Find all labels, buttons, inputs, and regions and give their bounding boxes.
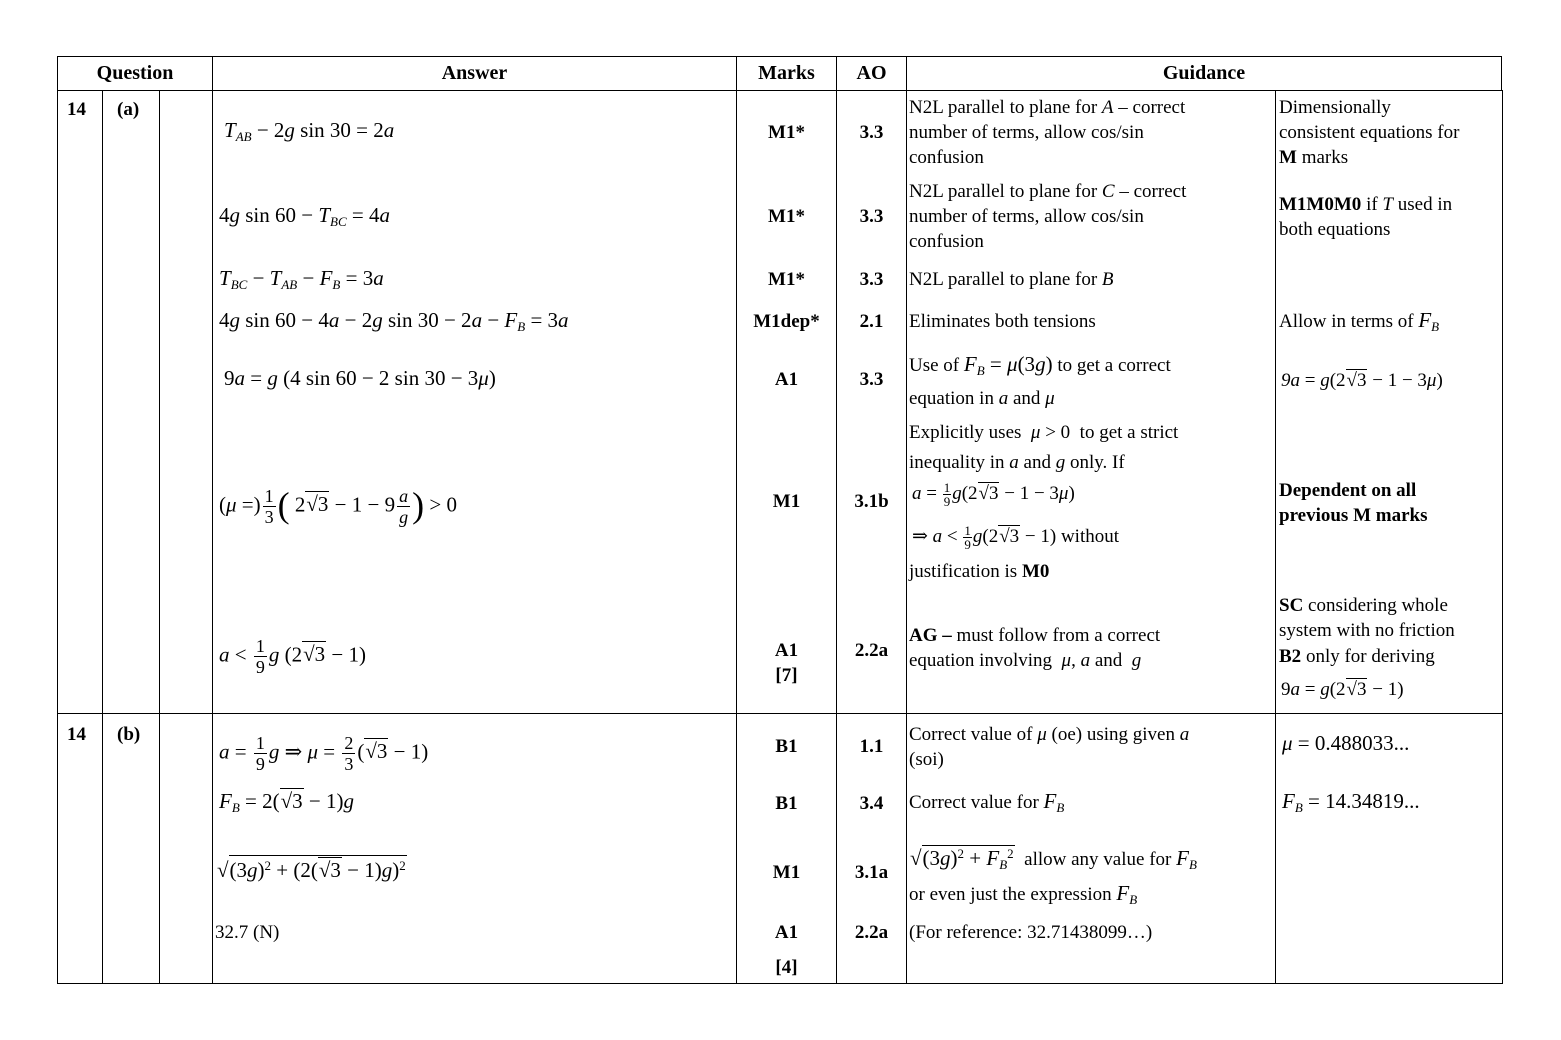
question-number-b: 14: [67, 724, 86, 745]
guidance-b1-line2: (soi): [909, 749, 944, 770]
answer-a6: (μ =) $\frac{1}{3}$ ( 2√3 − 1 − 9 $\frac{a}{g}$ ) > 0: [219, 484, 457, 527]
side-a2-line2: both equations: [1279, 219, 1391, 240]
guidance-a2-line1: N2L parallel to plane for C – correct: [909, 181, 1187, 202]
total-a: [7]: [775, 665, 798, 686]
guidance-a1-line2: number of terms, allow cos/sin: [909, 122, 1144, 143]
guidance-a6-line1: Explicitly uses μ > 0 to get a strict: [909, 422, 1179, 443]
question-part-b: (b): [117, 724, 141, 745]
ao-a2: 3.3: [859, 206, 884, 227]
guidance-a5-line2: equation in a and μ: [909, 388, 1055, 409]
mark-a3: M1*: [768, 269, 805, 290]
mark-a1: M1*: [768, 122, 805, 143]
answer-b4: 32.7 (N): [215, 922, 280, 943]
side-a7-line3: B2 only for deriving: [1279, 646, 1435, 667]
mark-a6: M1: [772, 491, 801, 512]
guidance-a6-line3: a = $\frac{1}{9}$ g(2√3 − 1 − 3μ): [912, 480, 1075, 510]
guidance-a6-line4: ⇒ a < $\frac{1}{9}$ g(2√3 − 1) without: [912, 523, 1120, 553]
ao-a5: 3.3: [859, 369, 884, 390]
guidance-a6-line5: justification is M0: [909, 561, 1050, 582]
guidance-a7-line1: AG – must follow from a correct: [909, 625, 1161, 646]
side-a1-line2: consistent equations for: [1279, 122, 1460, 143]
guidance-a3: N2L parallel to plane for B: [909, 269, 1114, 290]
mark-b4: A1: [774, 922, 799, 943]
side-b1: μ = 0.488033...: [1282, 731, 1410, 755]
header-guidance: Guidance: [1162, 62, 1246, 84]
ao-a4: 2.1: [859, 311, 884, 332]
answer-b1: a = $\frac{1}{9}$ g ⇒ μ = $\frac{2}{3}$ (√3 − 1): [219, 733, 429, 774]
side-a4: Allow in terms of $F_B$: [1279, 308, 1440, 334]
guidance-b2: Correct value for $F_B$: [909, 789, 1065, 815]
ao-b3: 3.1a: [854, 862, 889, 883]
answer-a1: $T_{AB} - 2g$ sin 30 = 2a: [224, 118, 395, 144]
mark-a5: A1: [774, 369, 799, 390]
guidance-a6-line2: inequality in a and g only. If: [909, 452, 1125, 473]
answer-a5: 9a = g (4 sin 60 − 2 sin 30 − 3μ): [224, 366, 496, 390]
mark-b1: B1: [775, 736, 798, 757]
side-b2: $F_B = 14.34819$...: [1282, 789, 1420, 815]
question-number-a: 14: [67, 99, 86, 120]
answer-a4: 4g sin 60 − 4a − 2g $\sin 30 - 2a - F_B = 3a$: [219, 308, 569, 334]
side-a6-line1: Dependent on all: [1279, 480, 1417, 501]
answer-a2: 4g $\sin 60 - T_{BC} = 4a$: [219, 203, 391, 229]
mark-a2: M1*: [768, 206, 805, 227]
side-a7-line2: system with no friction: [1279, 620, 1455, 641]
guidance-a1-line1: N2L parallel to plane for A – correct: [909, 97, 1186, 118]
mark-a7: A1: [774, 640, 799, 661]
answer-b3: $√(3g)^2 + (2(√3 - 1)g)^2$: [217, 858, 407, 883]
guidance-a1-line3: confusion: [909, 147, 984, 168]
guidance-a2-line2: number of terms, allow cos/sin: [909, 206, 1144, 227]
mark-a4: M1dep*: [753, 311, 820, 332]
ao-a1: 3.3: [859, 122, 884, 143]
answer-b2: $F_B = 2(√3 - 1)g$: [219, 789, 354, 815]
guidance-a7-line2: equation involving μ, a and g: [909, 650, 1142, 671]
guidance-b4: (For reference: 32.71438099…): [909, 922, 1153, 943]
ao-a3: 3.3: [859, 269, 884, 290]
ao-a6: 3.1b: [854, 491, 889, 512]
side-a7-line4: 9a = g(2√3 − 1): [1281, 679, 1404, 700]
total-b: [4]: [775, 957, 798, 978]
guidance-a4: Eliminates both tensions: [909, 311, 1096, 332]
answer-a3: $T_{BC} - T_{AB} - F_B = 3a$: [219, 266, 384, 292]
ao-a7: 2.2a: [854, 640, 889, 661]
answer-a7: a < $\frac{1}{9}$ g (2√3 − 1): [219, 636, 366, 677]
side-a7-line1: SC considering whole: [1279, 595, 1448, 616]
header-answer: Answer: [441, 62, 508, 84]
guidance-a2-line3: confusion: [909, 231, 984, 252]
ao-b4: 2.2a: [854, 922, 889, 943]
side-a5: 9a = g(2√3 − 1 − 3μ): [1281, 370, 1443, 391]
question-part-a: (a): [117, 99, 140, 120]
header-marks: Marks: [758, 62, 815, 84]
side-a6-line2: previous M marks: [1279, 505, 1428, 526]
side-a2-line1: M1M0M0 if T used in: [1279, 194, 1453, 215]
ao-b1: 1.1: [859, 736, 884, 757]
side-a1-line1: Dimensionally: [1279, 97, 1391, 118]
header-ao: AO: [856, 62, 887, 84]
mark-b2: B1: [775, 793, 798, 814]
side-a1-line3: M marks: [1279, 147, 1349, 168]
guidance-a5-line1: Use of $F_B = \mu(3g)$ to get a correct: [909, 352, 1171, 378]
ao-b2: 3.4: [859, 793, 884, 814]
guidance-b3-line2: or even just the expression $F_B$: [909, 881, 1138, 907]
header-question: Question: [96, 62, 174, 84]
guidance-b1-line1: Correct value of μ (oe) using given a: [909, 724, 1190, 745]
guidance-b3-line1: $√(3g)^2 + F_B^2$ allow any value for $F_B$: [910, 846, 1197, 872]
mark-b3: M1: [772, 862, 801, 883]
